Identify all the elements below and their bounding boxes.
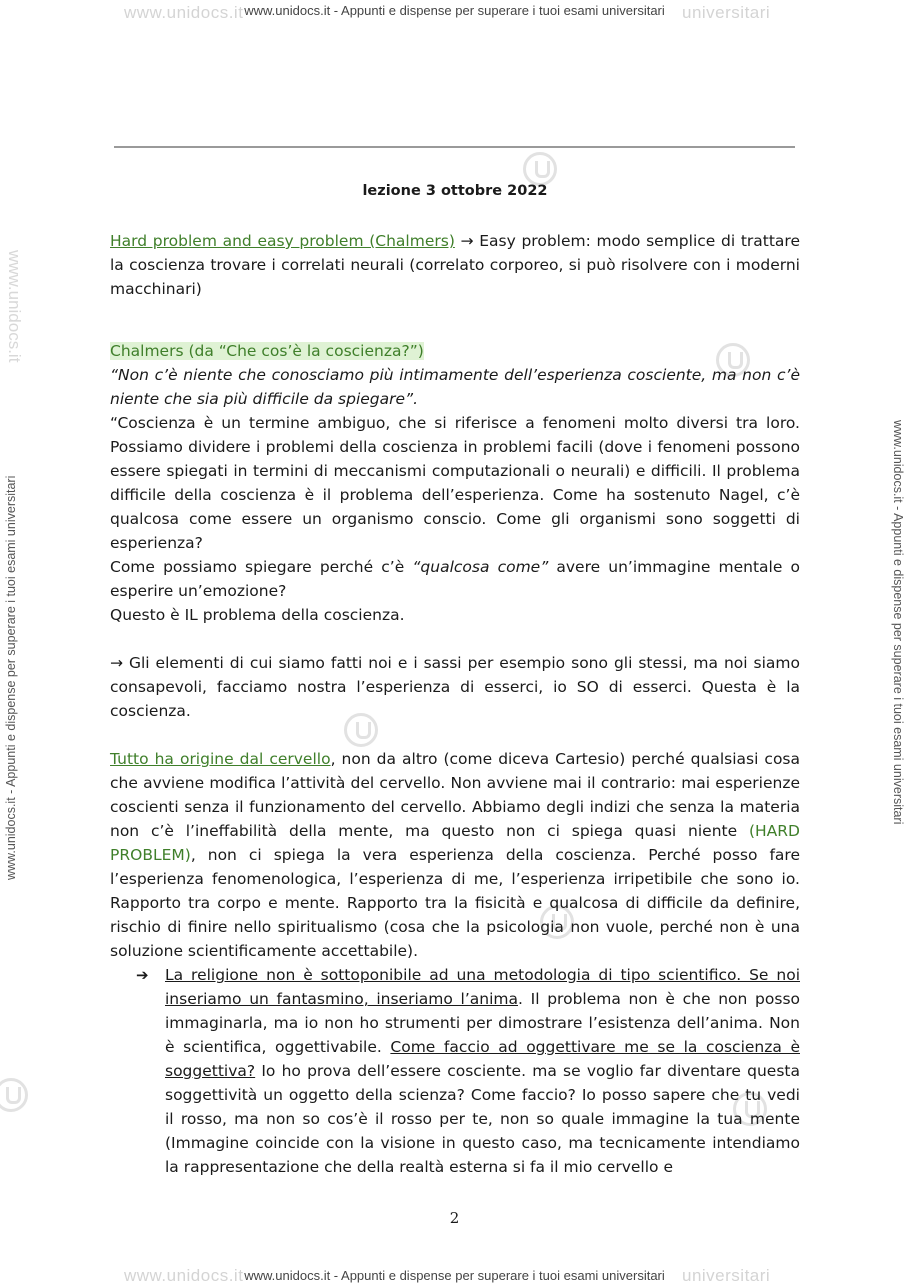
spacer (110, 301, 800, 325)
quote-heading (110, 339, 800, 363)
spacer (110, 627, 800, 651)
watermark-right: www.unidocs.it - Appunti e dispense per superare i tuoi esami universitari (891, 420, 905, 825)
document-body (110, 229, 800, 1179)
statement: Questo è IL problema della coscienza. (110, 606, 405, 624)
elements-paragraph: → Gli elementi di cui siamo fatti noi e i sassi per esempio sono gli stessi, ma noi siamo consapevoli, facciamo nostra l’esperienza di esserci, io SO di esserci. Questa è la coscienza. (110, 654, 800, 720)
hard-problem-tag: (HARD PROBLEM) (110, 822, 800, 864)
watermark-logo-icon (0, 1078, 28, 1112)
watermark-bottom: www.unidocs.it - Appunti e dispense per superare i tuoi esami universitari (244, 1268, 665, 1283)
question-post: avere un’immagine mentale o esperire un’emozione? (110, 558, 800, 600)
bullet-text-1: . Il problema non è che non posso immaginarla, ma io non ho strumenti per dimostrare l’esistenza dell’anima. Non è scientifica, oggettivabile. (165, 990, 801, 1056)
arrow-bullet-icon: ➔ (136, 966, 149, 984)
paragraph-hard-problem (110, 229, 800, 301)
header-rule (114, 146, 795, 148)
watermark-logo-icon (523, 152, 557, 186)
watermark-ghost-bottom-left: www.unidocs.it (124, 1266, 244, 1285)
bullet-underline-2: Come faccio ad oggettivare me se la coscienza è soggettiva? (165, 1038, 800, 1080)
question-pre: Come possiamo spiegare perché c’è (110, 558, 413, 576)
bullet-text-2: Io ho prova dell’essere cosciente. ma se voglio far diventare questa soggettività un oggetto della scienza? Come faccio? Io posso sapere che tu vedi il rosso, ma non so cos’è il rosso per te, non so quale immagine la tua mente (Immagine coincide con la visione in questo caso, ma tecnicamente intendiamo la rappresentazione che della realtà esterna si fa il mio cervello e (165, 1062, 800, 1176)
brain-text-a: , non da altro (come diceva Cartesio) perché qualsiasi cosa che avviene modifica l’attività del cervello. Non avviene mai il contrario: mai esperienze coscienti senza il funzionamento del cervello. Abbiamo degli indizi che senza la materia non c’è l’ineffabilità della mente, ma questo non ci spiega quasi niente (110, 750, 800, 840)
quote-italic: “Non c’è niente che conosciamo più intimamente dell’esperienza cosciente, ma non c’è niente che sia più difficile da spiegare”. (110, 366, 800, 408)
brain-text-b: , non ci spiega la vera esperienza della coscienza. Perché posso fare l’esperienza fenomenologica, l’esperienza di me, l’esperienza irripetibile che sono io. Rapporto tra corpo e mente. Rapporto tra la fisicità e qualcosa di difficile da definire, rischio di finire nello spiritualismo (cosa che la psicologia non vuole, perché non è una soluzione scientificamente accettabile). (110, 846, 800, 960)
brain-paragraph (110, 747, 800, 963)
watermark-ghost-left-vertical: www.unidocs.it (5, 250, 24, 363)
spacer (110, 325, 800, 339)
spacer (110, 723, 800, 747)
bullet-item (110, 963, 800, 1179)
watermark-ghost-top-right: universitari (682, 3, 771, 22)
heading-hard-problem: Hard problem and easy problem (Chalmers) (110, 232, 455, 250)
question-paragraph (110, 555, 800, 603)
quote-heading-label: Chalmers (da “Che cos’è la coscienza?”) (110, 342, 424, 360)
page-title: lezione 3 ottobre 2022 (362, 183, 548, 199)
watermark-top: www.unidocs.it - Appunti e dispense per superare i tuoi esami universitari (244, 3, 665, 18)
watermark-left: www.unidocs.it - Appunti e dispense per superare i tuoi esami universitari (4, 475, 18, 880)
brain-link: Tutto ha origine dal cervello (110, 750, 331, 768)
quote-body: “Coscienza è un termine ambiguo, che si riferisce a fenomeni molto diversi tra loro. Possiamo dividere i problemi della coscienza in problemi facili (dove i fenomeni possono essere spiegati in termini di meccanismi computazionali o neurali) e difficili. Il problema difficile della coscienza è il problema dell’esperienza. Come ha sostenuto Nagel, c’è qualcosa come essere un organismo conscio. Come gli organismi sono soggetti di esperienza? (110, 414, 800, 552)
question-italic: “qualcosa come” (412, 558, 549, 576)
bullet-underline-1: La religione non è sottoponibile ad una metodologia di tipo scientifico. Se noi inseriamo un fantasmino, inseriamo l’anima (165, 966, 800, 1008)
page-number: 2 (449, 1209, 460, 1227)
watermark-ghost-bottom-right: universitari (682, 1266, 771, 1285)
paragraph-hard-problem-text: → Easy problem: modo semplice di trattare la coscienza trovare i correlati neurali (correlato corporeo, si può risolvere con i moderni macchinari) (110, 232, 801, 298)
watermark-ghost-top-left: www.unidocs.it (124, 3, 244, 22)
